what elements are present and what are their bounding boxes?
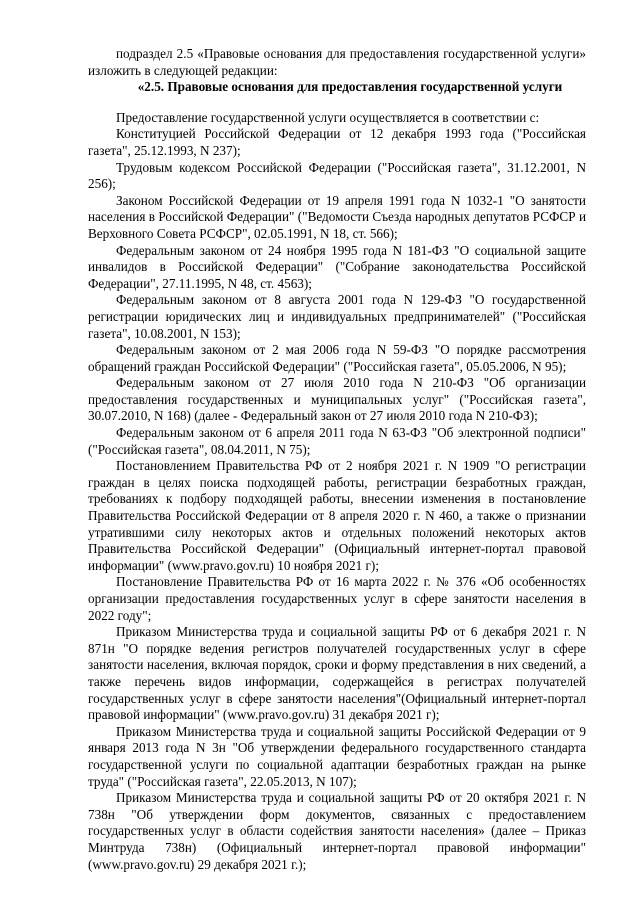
paragraph-order-871n: Приказом Министерства труда и социальной защиты РФ от 6 декабря 2021 г. N 871н "О порядке ведения регистров получателей государственных услуг в сфере занятости населения, включая порядок, сроки и форму представления в них сведений, а также перечень видов информации, содержащейся в регистрах получателей государственных услуг в сфере занятости населения"(Официальный интернет-портал правовой информации" (www.pravo.gov.ru) 31 декабря 2021 г); bbox=[88, 624, 586, 723]
paragraph-order-3n: Приказом Министерства труда и социальной защиты Российской Федерации от 9 января 2013 года N 3н "Об утверждении федерального государственного стандарта государственной услуги по социальной адаптации безработных граждан на рынке труда" ("Российская газета", 22.05.2013, N 107); bbox=[88, 723, 586, 789]
paragraph-employment-law: Законом Российской Федерации от 19 апреля 1991 года N 1032-1 "О занятости населения в Российской Федерации" ("Ведомости Съезда народных депутатов РСФСР и Верховного Совета РСФСР", 02.05.1991, N 18, ст. 566); bbox=[88, 192, 586, 241]
paragraph-government-decree-1909: Постановлением Правительства РФ от 2 ноября 2021 г. N 1909 "О регистрации граждан в целях поиска подходящей работы, регистрации безработных граждан, требованиях к подбору подходящей работы, внесении изменения в постановление Правительства Российской Федерации от 8 апреля 2020 г. N 460, а также о признании утратившими силу некоторых актов и отдельных положений некоторых актов Правительства Российской Федерации" (Официальный интернет-портал правовой информации" (www.pravo.gov.ru) 10 ноября 2021 г); bbox=[88, 458, 586, 573]
paragraph-services-law: Федеральным законом от 27 июля 2010 года N 210-ФЗ "Об организации предоставления государственных и муниципальных услуг" ("Российская газета", 30.07.2010, N 168) (далее - Федеральный закон от 27 июля 2010 года N 210-ФЗ); bbox=[88, 375, 586, 424]
paragraph-order-738n: Приказом Министерства труда и социальной защиты РФ от 20 октября 2021 г. N 738н "Об утверждении форм документов, связанных с предоставлением государственных услуг в области содействия занятости населения» (далее – Приказ Минтруда 738н) (Официальный интернет-портал правовой информации" (www.pravo.gov.ru) 29 декабря 2021 г.); bbox=[88, 790, 586, 872]
paragraph-e-signature-law: Федеральным законом от 6 апреля 2011 года N 63-ФЗ "Об электронной подписи" ("Российская газета", 08.04.2011, N 75); bbox=[88, 425, 586, 457]
paragraph-constitution: Конституцией Российской Федерации от 12 декабря 1993 года ("Российская газета", 25.12.1993, N 237); bbox=[88, 126, 586, 158]
document-page bbox=[88, 46, 586, 873]
paragraph-disabled-protection-law: Федеральным законом от 24 ноября 1995 года N 181-ФЗ "О социальной защите инвалидов в Российской Федерации" ("Собрание законодательства Российской Федерации", 27.11.1995, N 48, ст. 4563); bbox=[88, 242, 586, 291]
paragraph-basis: Предоставление государственной услуги осуществляется в соответствии с: bbox=[116, 109, 540, 125]
paragraph-registration-law: Федеральным законом от 8 августа 2001 года N 129-ФЗ "О государственной регистрации юридических лиц и индивидуальных предпринимателей" ("Российская газета", 10.08.2001, N 153); bbox=[88, 292, 586, 341]
section-title: «2.5. Правовые основания для предоставления государственной услуги bbox=[137, 79, 563, 95]
paragraph-appeals-law: Федеральным законом от 2 мая 2006 года N 59-ФЗ "О порядке рассмотрения обращений граждан Российской Федерации" ("Российская газета", 05.05.2006, N 95); bbox=[88, 342, 586, 374]
intro-paragraph: подраздел 2.5 «Правовые основания для предоставления государственной услуги» изложить в следующей редакции: bbox=[88, 46, 586, 78]
paragraph-government-decree-376: Постановление Правительства РФ от 16 марта 2022 г. № 376 «Об особенностях организации предоставления государственных услуг в сфере занятости населения в 2022 году"; bbox=[88, 574, 586, 623]
paragraph-labor-code: Трудовым кодексом Российской Федерации ("Российская газета", 31.12.2001, N 256); bbox=[88, 159, 586, 192]
